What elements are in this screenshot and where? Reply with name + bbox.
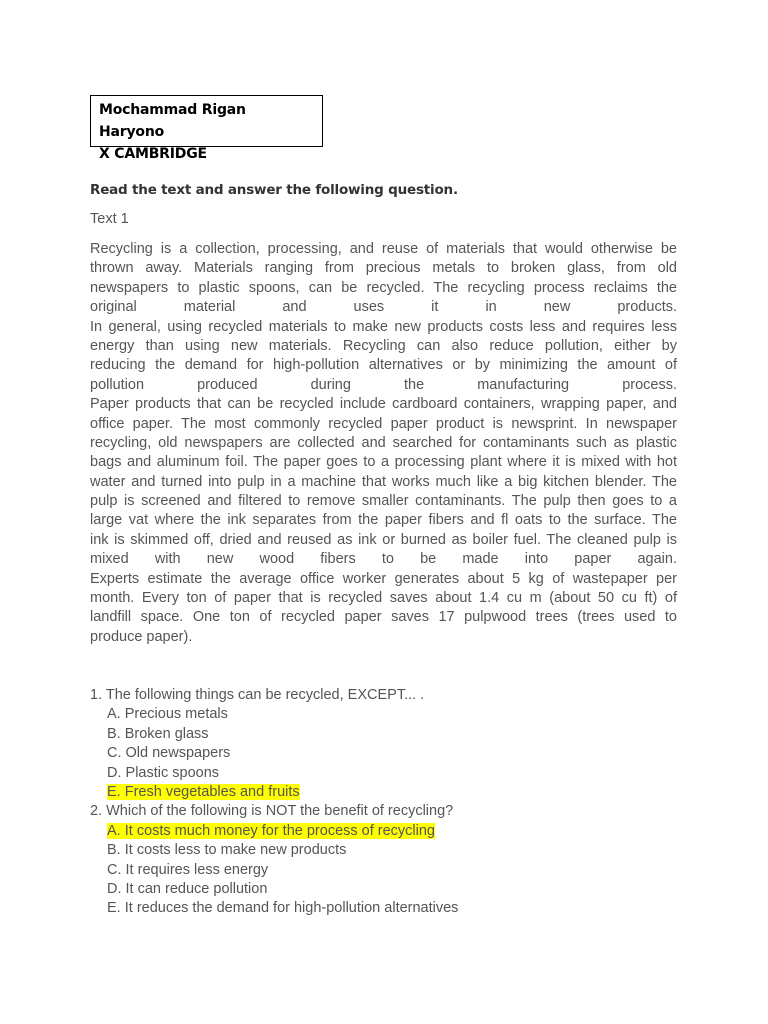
passage-line: mixed with new wood fibers to be made into paper again. xyxy=(90,551,677,568)
answer-option-e xyxy=(90,783,690,802)
passage-line: water and turned into pulp in a machine that works much like a big kitchen blender. The xyxy=(90,473,677,490)
passage-line: produce paper). xyxy=(90,628,193,645)
answer-option-text: D. Plastic spoons xyxy=(107,764,220,781)
highlighted-answer: A. It costs much money for the process of recycling xyxy=(107,822,435,839)
passage-line: recycling, old newspapers are collected and searched for contaminants such as plastic xyxy=(90,434,677,451)
answer-option-text: B. Broken glass xyxy=(107,725,209,742)
question-2 xyxy=(90,802,690,918)
passage-line: large vat where the ink separates from the paper fibers and fl oats to the surface. The xyxy=(90,512,677,529)
passage-line: energy than using new materials. Recycling can also reduce pollution, either by xyxy=(90,337,677,354)
passage-line: ink is skimmed off, dried and reused as ink or burned as boiler fuel. The cleaned pulp is xyxy=(90,531,677,548)
passage-line: In general, using recycled materials to make new products costs less and requires less xyxy=(90,318,677,335)
question-1 xyxy=(90,686,690,802)
passage-line: landfill space. One ton of recycled paper saves 17 pulpwood trees (trees used to xyxy=(90,609,677,626)
highlighted-answer: E. Fresh vegetables and fruits xyxy=(107,784,300,801)
passage-line: Recycling is a collection, processing, and reuse of materials that would otherwise be xyxy=(90,241,677,257)
reading-passage xyxy=(90,240,677,647)
student-info-box xyxy=(90,95,323,162)
answer-option-c xyxy=(90,861,690,880)
answer-option-d xyxy=(90,880,690,899)
instruction-heading: Read the text and answer the following question. xyxy=(90,182,458,198)
answer-option-b xyxy=(90,725,690,744)
passage-line: Experts estimate the average office worker generates about 5 kg of wastepaper per xyxy=(90,570,677,587)
answer-option-text: A. Precious metals xyxy=(107,706,228,723)
answer-option-text: D. It can reduce pollution xyxy=(107,881,268,898)
answer-option-b xyxy=(90,841,690,860)
answer-option-text: C. Old newspapers xyxy=(107,745,231,762)
answer-option-text: C. It requires less energy xyxy=(107,861,269,878)
answer-option-c xyxy=(90,744,690,763)
passage-line: bags and aluminum foil. The paper goes to a processing plant where it is mixed with hot xyxy=(90,454,677,471)
passage-line: Paper products that can be recycled include cardboard containers, wrapping paper, and xyxy=(90,396,677,413)
passage-line: thrown away. Materials ranging from precious metals to broken glass, from old xyxy=(90,260,677,277)
student-class: X CAMBRIDGE xyxy=(99,146,207,162)
question-stem: 2. Which of the following is NOT the benefit of recycling? xyxy=(90,803,454,820)
answer-option-text: B. It costs less to make new products xyxy=(107,842,347,859)
passage-line: original material and uses it in new products. xyxy=(90,299,677,316)
question-stem: 1. The following things can be recycled, EXCEPT... . xyxy=(90,687,425,703)
student-name: Mochammad Rigan Haryono xyxy=(99,102,246,140)
answer-option-d xyxy=(90,764,690,783)
passage-line: pollution produced during the manufacturing process. xyxy=(90,376,677,393)
answer-option-e xyxy=(90,899,690,918)
passage-line: reducing the demand for high-pollution alternatives or by minimizing the amount of xyxy=(90,357,677,374)
answer-option-a xyxy=(90,705,690,724)
passage-line: month. Every ton of paper that is recycled saves about 1.4 cu m (about 50 cu ft) of xyxy=(90,590,677,607)
answer-option-a xyxy=(90,822,690,841)
text-label: Text 1 xyxy=(90,211,129,227)
answer-option-text: E. It reduces the demand for high-pollution alternatives xyxy=(107,900,459,917)
question-list xyxy=(90,686,690,919)
passage-line: office paper. The most commonly recycled paper product is newsprint. In newspaper xyxy=(90,415,677,432)
passage-line: newspapers to plastic spoons, can be recycled. The recycling process reclaims the xyxy=(90,279,677,296)
passage-line: pulp is screened and filtered to remove smaller contaminants. The pulp then goes to a xyxy=(90,493,677,510)
